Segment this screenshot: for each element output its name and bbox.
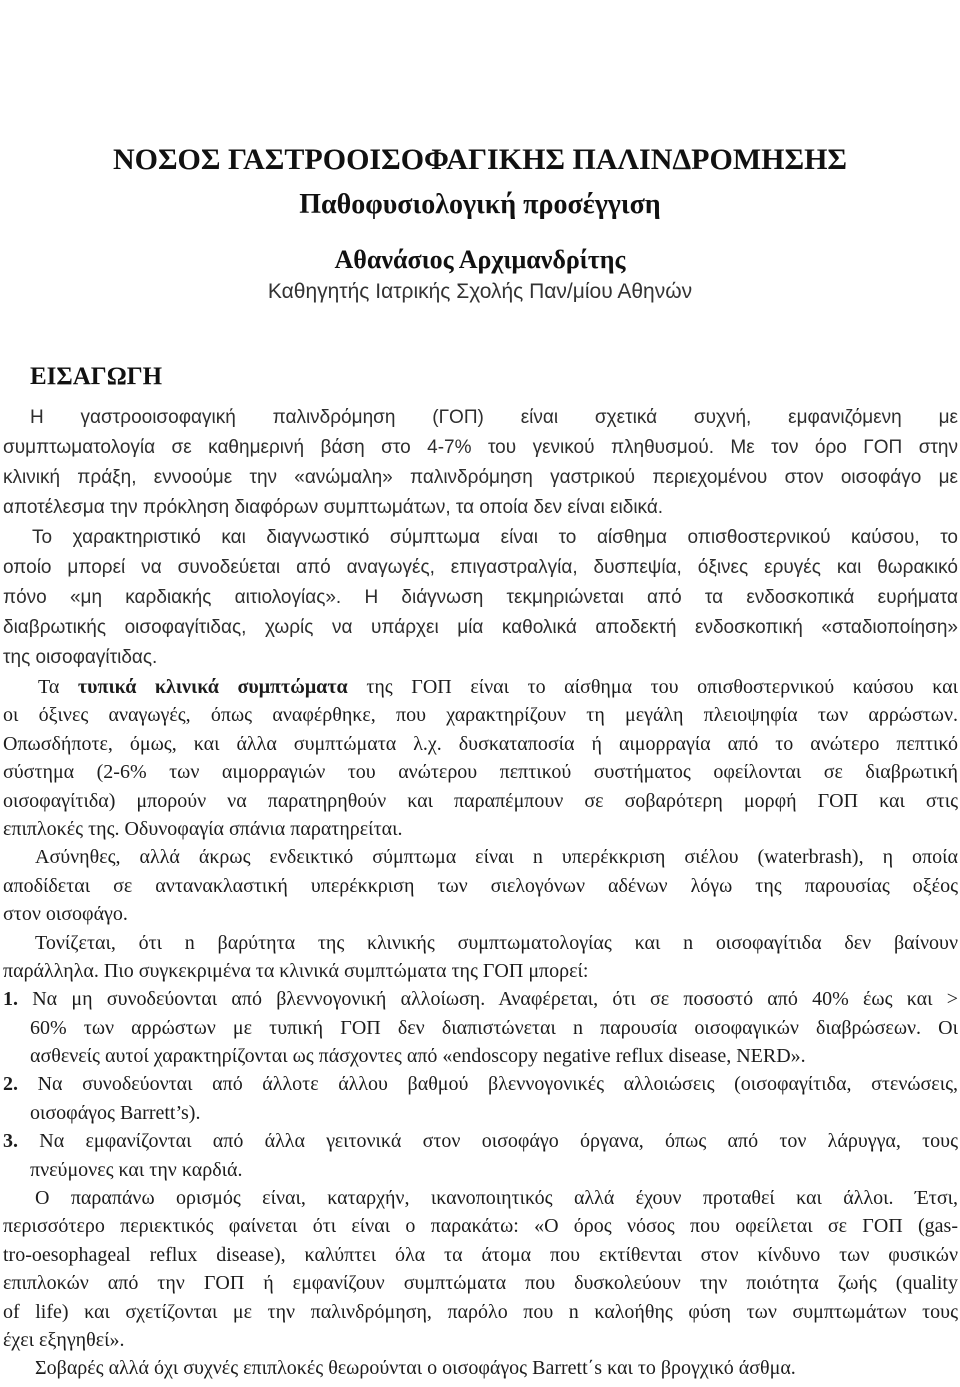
text-line: περισσότερο περιεκτικός φαίνεται ότι είναι ο παρακάτω: «Ο όρος νόσος που οφείλεται σε ΓΟΠ (gas-	[3, 1215, 958, 1238]
list-item-text: Να συνοδεύονται από άλλοτε άλλου βαθμού βλεννογονικές αλλοιώσεις (οισοφαγίτιδα, στενώσεις,	[37, 1073, 958, 1096]
text-line: οισοφάγος Barrett’s).	[30, 1101, 201, 1124]
text-line: σύστημα (2-6% των αιμορραγιών του ανώτερου πεπτικού συστήματος οφείλονται σε διαβρωτική	[3, 761, 958, 784]
text-line: Οπωσδήποτε, όμως, και άλλα συμπτώματα λ.χ. δυσκαταποσία ή αιμορραγία από το ανώτερο πεπτικό	[3, 732, 958, 755]
text-line	[3, 1127, 958, 1155]
symptom-list	[3, 985, 958, 1184]
list-item	[3, 1070, 958, 1127]
text-line: πνεύμονες και την καρδιά.	[30, 1158, 243, 1181]
list-item	[3, 985, 958, 1070]
list-number: 3.	[3, 1130, 18, 1153]
paragraph-2	[3, 523, 958, 673]
text-run: Τα	[38, 676, 60, 698]
text-line: οι όξινες αναγωγές, όπως αναφέρθηκε, που χαρακτηρίζουν τη μεγάλη πλειοψηφία των αρρώστων.	[3, 704, 958, 727]
sans-block	[3, 403, 958, 673]
text-line: της οισοφαγίτιδας.	[3, 647, 158, 668]
text-line: Σοβαρές αλλά όχι συχνές επιπλοκές θεωρούνται ο οισοφάγος Barrett΄s και το βρογχικό άσθμα.	[35, 1357, 796, 1380]
list-number: 1.	[3, 988, 18, 1011]
text-line: στον οισοφάγο.	[3, 903, 128, 926]
text-line: Τονίζεται, ότι n βαρύτητα της κλινικής συμπτωματολογίας και n οισοφαγίτιδα δεν βαίνουν	[35, 931, 958, 954]
document-title: ΝΟΣΟΣ ΓΑΣΤΡΟΟΙΣΟΦΑΓΙΚΗΣ ΠΑΛΙΝΔΡΟΜΗΣΗΣ	[112, 143, 848, 176]
text-line: αποδίδεται σε αντανακλαστική υπερέκκριση των σιελογόνων αδένων λόγω της παρουσίας οξέος	[3, 874, 958, 897]
list-item	[3, 1127, 958, 1184]
paragraph-4	[3, 843, 958, 928]
paragraph-1	[3, 403, 958, 523]
list-item-text: Να μη συνοδεύονται από βλεννογονική αλλοίωση. Αναφέρεται, ότι σε ποσοστό από 40% έως και >	[32, 988, 958, 1011]
text-line: κλινική πράξη, εννοούμε την «ανώμαλη» παλινδρόμηση γαστρικού περιεχομένου στον οισοφάγο με	[3, 467, 958, 488]
list-item-text: Να εμφανίζονται από άλλα γειτονικά στον οισοφάγο όργανα, όπως από τον λάρυγγα, τους	[39, 1130, 958, 1153]
bold-phrase: τυπικά κλινικά συμπτώματα	[77, 676, 348, 698]
serif-block	[3, 673, 958, 1383]
document-subtitle: Παθοφυσιολογική προσέγγιση	[299, 189, 661, 220]
text-line: συμπτωματολογία σε καθημερινή βάση στο 4-7% του γενικού πληθυσμού. Με τον όρο ΓΟΠ στην	[3, 437, 958, 458]
text-line: 60% των αρρώστων με τυπική ΓΟΠ δεν διαπιστώνεται n παρουσία οισοφαγικών διαβρώσεων. Οι	[30, 1016, 958, 1039]
text-line	[3, 985, 958, 1013]
text-line: Ασύνηθες, αλλά άκρως ενδεικτικό σύμπτωμα είναι n υπερέκκριση σιέλου (waterbrash), η οποία	[35, 846, 958, 869]
list-number: 2.	[3, 1073, 18, 1096]
text-line: οισοφαγίτιδα) μπορούν να παρατηρηθούν και παραπέμπουν σε σοβαρότερη μορφή ΓΟΠ και στις	[3, 789, 958, 812]
paragraph-6	[3, 1184, 958, 1354]
text-line: Η γαστροοισοφαγική παλινδρόμηση (ΓΟΠ) είναι σχετικά συχνή, εμφανιζόμενη με	[30, 407, 958, 428]
text-line: επιπλοκών από την ΓΟΠ ή εμφανίζουν συμπτώματα που δυσκολεύουν την ποιότητα ζωής (quality	[3, 1272, 958, 1295]
text-line: πόνο «μη καρδιακής αιτιολογίας». Η διάγνωση τεκμηριώνεται από τα ενδοσκοπικά ευρήματα	[3, 587, 958, 608]
paragraph-5	[3, 929, 958, 986]
text-line: οποίο μπορεί να συνοδεύεται από αναγωγές, επιγαστραλγία, δυσπεψία, όξινες ερυγές και θωρακικό	[3, 557, 958, 578]
author-name: Αθανάσιος Αρχιμανδρίτης	[334, 245, 626, 274]
text-line: tro-oesophageal reflux disease), καλύπτει όλα τα άτομα που εκτίθενται στον κίνδυνο των φυσικών	[3, 1243, 958, 1266]
text-line: αποτέλεσμα την πρόκληση διαφόρων συμπτωμάτων, τα οποία δεν είναι ειδικά.	[3, 497, 664, 518]
text-line: έχει εξηγηθεί».	[3, 1328, 125, 1351]
text-line: διαβρωτικής οισοφαγίτιδας, χωρίς να υπάρχει μία καθολικά αποδεκτή ενδοσκοπική «σταδιοποίηση»	[3, 617, 958, 638]
paragraph-7	[3, 1354, 958, 1382]
text-line: ασθενείς αυτοί χαρακτηρίζονται ως πάσχοντες από «endoscopy negative reflux disease, NERD».	[30, 1045, 806, 1068]
text-line: Ο παραπάνω ορισμός είναι, καταρχήν, ικανοποιητικός αλλά έχουν προταθεί και άλλοι. Έτσι,	[35, 1187, 958, 1210]
section-heading: ΕΙΣΑΓΩΓΗ	[30, 363, 163, 390]
author-affiliation: Καθηγητής Ιατρικής Σχολής Παν/μίου Αθηνών	[267, 280, 693, 303]
text-line: παράλληλα. Πιο συγκεκριμένα τα κλινικά συμπτώματα της ΓΟΠ μπορεί:	[3, 959, 589, 982]
text-line: επιπλοκές της. Οδυνοφαγία σπάνια παρατηρείται.	[3, 817, 403, 840]
paragraph-3	[3, 673, 958, 843]
text-line: of life) και σχετίζονται με την παλινδρόμηση, παρόλο που n καλοήθης φύση των συμπτωμάτων τους	[3, 1300, 958, 1323]
section-body	[3, 403, 958, 1383]
text-line	[3, 673, 958, 701]
text-run: της ΓΟΠ είναι το αίσθημα του οπισθοστερνικού καύσου και	[366, 676, 958, 698]
text-line: Το χαρακτηριστικό και διαγνωστικό σύμπτωμα είναι το αίσθημα οπισθοστερνικού καύσου, το	[32, 527, 958, 548]
text-line	[3, 1070, 958, 1098]
